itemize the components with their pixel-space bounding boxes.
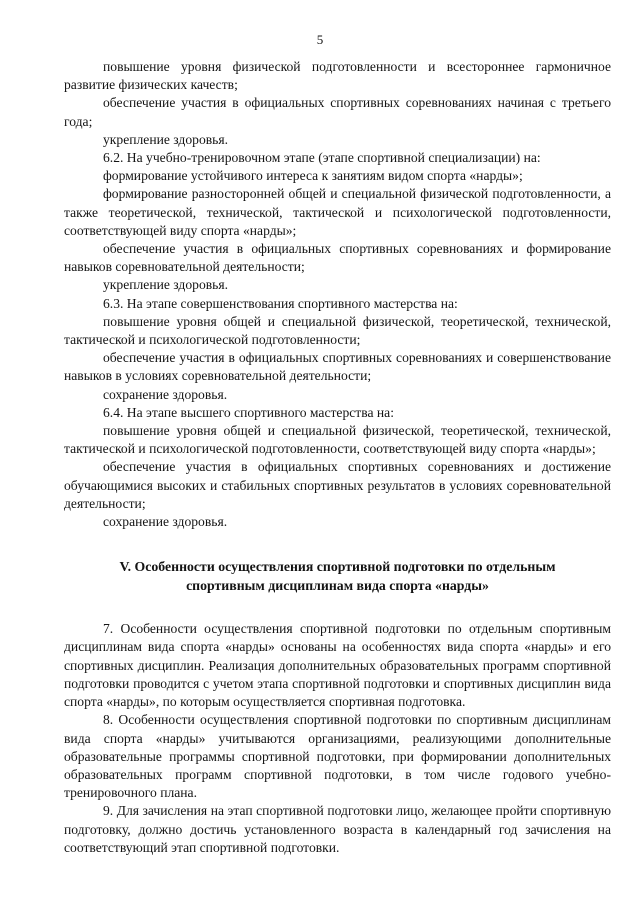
paragraph: сохранение здоровья. — [103, 514, 228, 530]
paragraph: укрепление здоровья. — [103, 131, 229, 147]
paragraph: обеспечение участия в официальных спортивных соревнованиях и формирование навыков соревновательной деятельности; — [64, 241, 611, 275]
paragraph: повышение уровня физической подготовленности и всестороннее гармоничное развитие физических качеств; — [64, 59, 611, 93]
paragraph: обеспечение участия в официальных спортивных соревнованиях и совершенствование навыков в условиях соревновательной деятельности; — [64, 350, 611, 384]
paragraph: формирование разносторонней общей и специальной физической подготовленности, а также теоретической, технической, тактической и психологической подготовленности, соответствующей виду спорта «нарды»; — [64, 186, 611, 238]
page-number: 5 — [316, 32, 324, 47]
subsection-heading: 6.3. На этапе совершенствования спортивного мастерства на: — [103, 295, 458, 311]
paragraph: повышение уровня общей и специальной физической, теоретической, технической, тактической и психологической подготовленности; — [64, 313, 611, 348]
paragraph: 7. Особенности осуществления спортивной подготовки по отдельным спортивным дисциплинам вида спорта «нарды» основаны на особенностях вида спорта «нарды» и его спортивных дисциплин. Реализация дополнительных образовательных программ спортивной подготовки проводится с учетом этапа спортивной подготовки и спортивных дисциплин вида спорта «нарды», по которым осуществляется спортивная подготовка. — [64, 621, 611, 710]
paragraph: сохранение здоровья. — [103, 386, 228, 402]
paragraph: 9. Для зачисления на этап спортивной подготовки лицо, желающее пройти спортивную подготовку, должно достичь установленного возраста в календарный год зачисления на соответствующий этап спортивной подготовки. — [64, 803, 611, 855]
paragraph: обеспечение участия в официальных спортивных соревнованиях начиная с третьего года; — [64, 95, 611, 129]
section-heading: V. Особенности осуществления спортивной подготовки по отдельным спортивным дисциплинам вида спорта «нарды» — [119, 559, 556, 594]
paragraph: укрепление здоровья. — [103, 277, 229, 293]
paragraph: обеспечение участия в официальных спортивных соревнованиях и достижение обучающимися высоких и стабильных спортивных результатов в условиях соревновательной деятельности; — [64, 459, 611, 511]
subsection-heading: 6.4. На этапе высшего спортивного мастерства на: — [103, 404, 394, 420]
paragraph: 8. Особенности осуществления спортивной подготовки по спортивным дисциплинам вида спорта «нарды» учитываются организациями, реализующими дополнительные образовательные программы спортивной подготовки, при формировании дополнительных образовательных программ спортивной подготовки, в том числе годового учебно-тренировочного плана. — [64, 712, 611, 801]
paragraph: формирование устойчивого интереса к занятиям видом спорта «нарды»; — [103, 168, 523, 184]
document-body — [64, 58, 611, 857]
subsection-heading: 6.2. На учебно-тренировочном этапе (этапе спортивной специализации) на: — [103, 150, 541, 166]
paragraph: повышение уровня общей и специальной физической, теоретической, технической, тактической и психологической подготовленности, соответствующей виду спорта «нарды»; — [64, 423, 611, 457]
